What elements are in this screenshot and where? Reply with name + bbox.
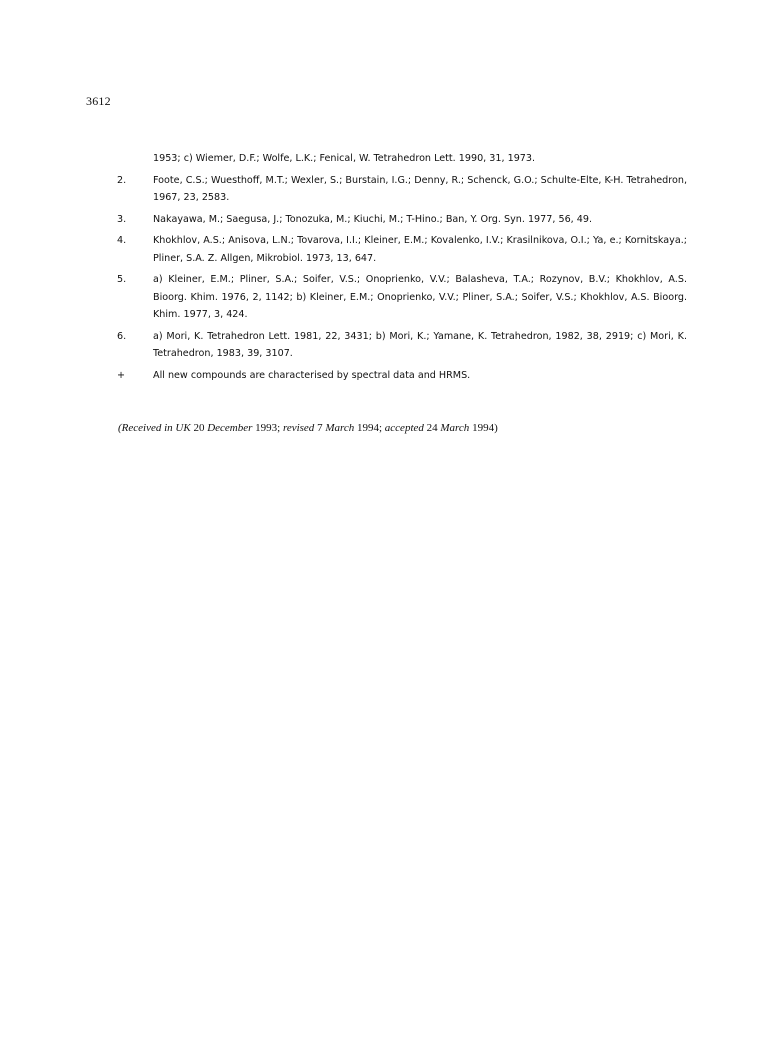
accepted-year: 1994) bbox=[469, 422, 498, 434]
received-label: (Received in UK bbox=[118, 422, 191, 434]
received-month: December bbox=[207, 422, 253, 434]
reference-item-continued bbox=[117, 150, 687, 168]
reference-text: Nakayawa, M.; Saegusa, J.; Tonozuka, M.; Kiuchi, M.; T-Hino.; Ban, Y. Org. Syn. 1977, 56, 49. bbox=[153, 213, 593, 225]
revised-day: 7 bbox=[314, 422, 326, 434]
reference-text: a) Mori, K. Tetrahedron Lett. 1981, 22, 3431; b) Mori, K.; Yamane, K. Tetrahedron, 1982, 38, 2919; c) Mori, K. Tetrahedron, 1983, 39, 3107. bbox=[153, 330, 687, 359]
received-dates-note bbox=[118, 420, 688, 436]
reference-item-3 bbox=[117, 211, 687, 229]
received-year: 1993; bbox=[252, 422, 283, 434]
reference-item-2 bbox=[117, 172, 687, 207]
reference-item-4 bbox=[117, 232, 687, 267]
reference-item-5 bbox=[117, 271, 687, 324]
reference-text: a) Kleiner, E.M.; Pliner, S.A.; Soifer, V.S.; Onoprienko, V.V.; Balasheva, T.A.; Rozynov, B.V.; Khokhlov, A.S. Bioorg. Khim. 1976, 2, 1142; b) Kleiner, E.M.; Onoprienko, V.V.; Pliner, S.A.; Soifer, V.S.; Khokhlov, A.S. Bioorg. Khim. 1977, 3, 424. bbox=[153, 274, 687, 320]
revised-month: March bbox=[325, 422, 355, 434]
reference-list bbox=[117, 150, 687, 388]
footnote-marker: + bbox=[117, 369, 126, 381]
reference-footnote bbox=[117, 367, 687, 385]
reference-item-6 bbox=[117, 328, 687, 363]
reference-number: 4. bbox=[117, 235, 127, 246]
revised-label: revised bbox=[282, 422, 315, 434]
reference-text: Khokhlov, A.S.; Anisova, L.N.; Tovarova, I.I.; Kleiner, E.M.; Kovalenko, I.V.; Krasilnikova, O.I.; Ya, e.; Kornitskaya.; Pliner, S.A. Z. Allgen, Mikrobiol. 1973, 13, 647. bbox=[153, 235, 687, 264]
received-day: 20 bbox=[190, 422, 208, 434]
reference-number: 2. bbox=[117, 174, 127, 186]
reference-text: 1953; c) Wiemer, D.F.; Wolfe, L.K.; Fenical, W. Tetrahedron Lett. 1990, 31, 1973. bbox=[153, 153, 536, 164]
reference-text: Foote, C.S.; Wuesthoff, M.T.; Wexler, S.; Burstain, I.G.; Denny, R.; Schenck, G.O.; Schulte-Elte, K-H. Tetrahedron, 1967, 23, 2583. bbox=[153, 174, 687, 203]
reference-number: 6. bbox=[117, 330, 127, 342]
reference-number: 3. bbox=[117, 213, 127, 225]
accepted-month: March bbox=[440, 422, 470, 434]
revised-year: 1994; bbox=[354, 422, 385, 434]
reference-number: 5. bbox=[117, 274, 127, 285]
footnote-text: All new compounds are characterised by spectral data and HRMS. bbox=[153, 369, 471, 381]
accepted-day: 24 bbox=[423, 422, 441, 434]
page-number: 3612 bbox=[86, 94, 111, 108]
accepted-label: accepted bbox=[384, 422, 424, 434]
